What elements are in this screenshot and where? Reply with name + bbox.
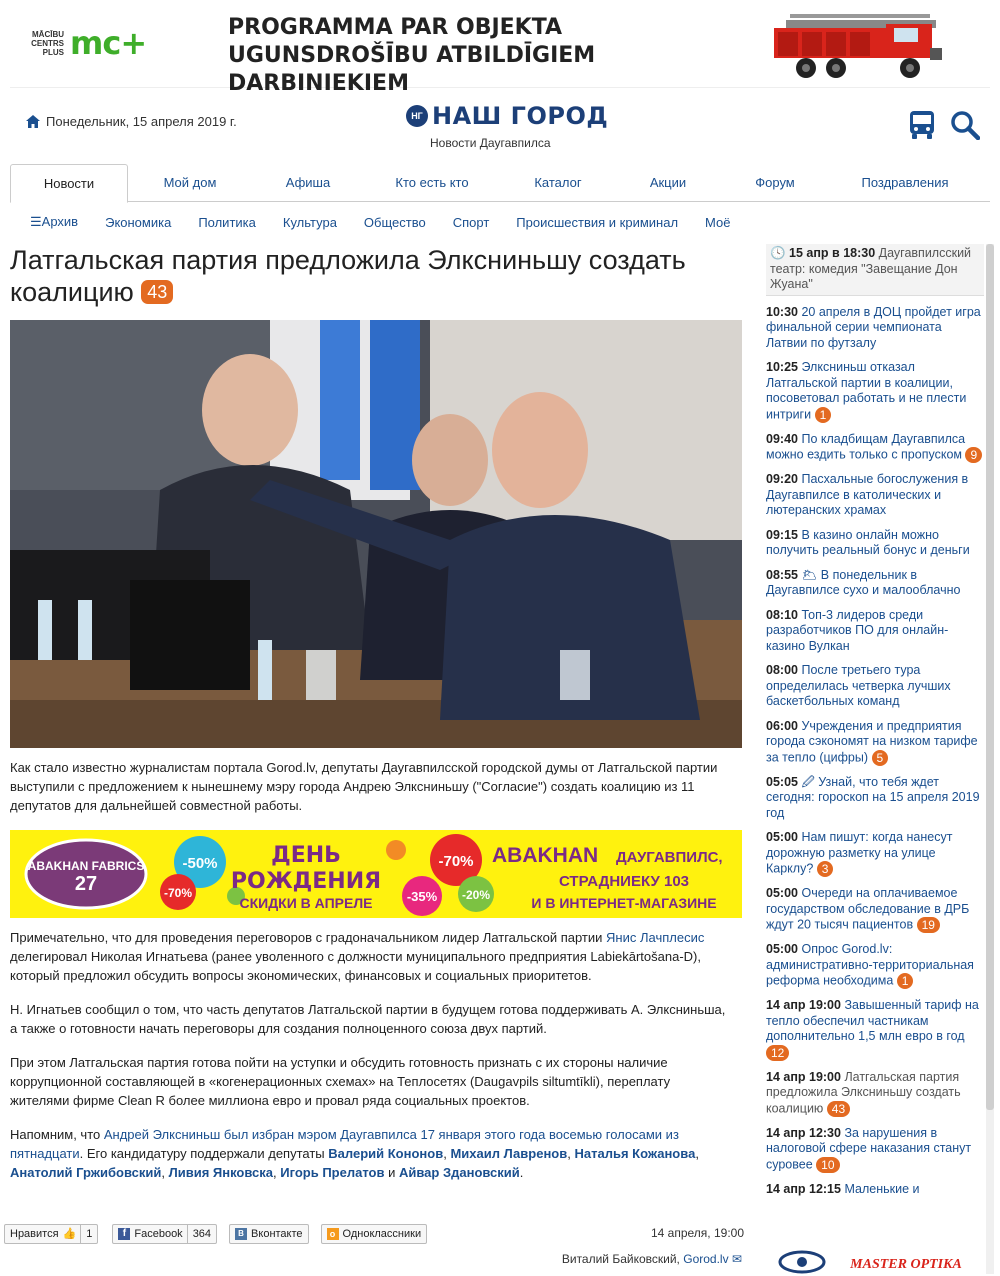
search-icon[interactable]	[950, 110, 980, 140]
news-text: Очереди на оплачиваемое государством обследование в ДРБ ждут 20 тысяч пациентов	[766, 886, 970, 932]
news-time: 05:00	[766, 942, 798, 956]
p1-text-b: делегировал Николая Игнатьева (ранее уволенного с должности муниципального предприятия Labiekārtošana-D), который предложил обсудить вопросы экономических, финансовых и социальных приоритетов.	[10, 949, 701, 983]
sidebar-event-item[interactable]	[766, 244, 984, 296]
master-optika-text: MASTER OPTIKA	[850, 1257, 962, 1272]
deputy-link[interactable]: Анатолий Гржибовский	[10, 1165, 162, 1180]
sidebar-news-item[interactable]	[766, 432, 984, 464]
comments-badge[interactable]: 10	[816, 1157, 839, 1173]
ok-share-button[interactable]	[321, 1224, 428, 1244]
news-text: За нарушения в налоговой сфере наказания станут суровее	[766, 1125, 972, 1171]
like-button[interactable]	[4, 1224, 98, 1244]
sidebar-news-item[interactable]	[766, 305, 984, 352]
fire-truck-icon	[766, 4, 946, 80]
news-time: 05:00	[766, 830, 798, 844]
news-text: Элксниньш отказал Латгальской партии в коалиции, посоветовал работать и не плести интриги	[766, 360, 967, 421]
comments-badge[interactable]: 1	[815, 407, 832, 423]
master-optika-ad[interactable]	[766, 1246, 984, 1276]
news-time: 08:00	[766, 663, 798, 677]
tab-greetings[interactable]: Поздравления	[861, 175, 949, 190]
abakhan-line3: СКИДКИ В АПРЕЛЕ	[239, 895, 373, 911]
paragraph-1	[10, 928, 730, 985]
news-time: 15 апр в 18:30	[789, 246, 876, 260]
news-text: 🌥 В понедельник в Даугавпилсе сухо и малооблачно	[766, 567, 961, 597]
site-logo[interactable]	[406, 102, 608, 130]
abakhan-discount-3: -70%	[438, 853, 474, 870]
master-optika-art	[766, 1246, 984, 1276]
mc-plus-logo	[30, 24, 146, 62]
article-title	[10, 244, 742, 308]
news-time: 14 апр 12:15	[766, 1181, 841, 1196]
abakhan-discount-5: -20%	[461, 888, 491, 902]
sidebar-news-item[interactable]	[766, 1126, 984, 1173]
news-text: Топ-3 лидеров среди разработчиков ПО для онлайн-казино Вулкан	[766, 607, 949, 653]
sidebar-news-item[interactable]	[766, 719, 984, 766]
article	[10, 244, 744, 1266]
sidebar-news-item[interactable]	[766, 568, 984, 599]
news-time: 14 апр 12:30	[766, 1125, 841, 1140]
subnav-sport[interactable]: Спорт	[452, 214, 490, 230]
subnav-my[interactable]: Моё	[705, 214, 731, 230]
like-count: 1	[80, 1225, 92, 1243]
news-time: 08:55	[766, 567, 798, 582]
article-title-text: Латгальская партия предложила Элксниньшу создать коалицию	[10, 245, 686, 307]
news-sidebar	[766, 244, 984, 1276]
deputy-link[interactable]: Валерий Кононов	[328, 1146, 444, 1161]
separator: ,	[443, 1146, 447, 1161]
news-time: 09:40	[766, 431, 798, 446]
ok-label: Одноклассники	[342, 1228, 422, 1240]
news-time: 09:15	[766, 527, 798, 542]
like-label: Нравится	[10, 1228, 59, 1240]
comments-badge[interactable]: 19	[917, 917, 940, 933]
sidebar-news-item[interactable]	[766, 998, 984, 1061]
sidebar-news-item[interactable]	[766, 830, 984, 877]
sidebar-scrollbar[interactable]	[986, 244, 994, 1274]
separator: ,	[273, 1165, 277, 1180]
news-text: После третьего тура определилась четверка лучших баскетбольных команд	[766, 663, 951, 708]
banner-title: PROGRAMMA PAR OBJEKTA UGUNSDROŠĪBU ATBILDĪGIEM DARBINIEKIEM	[228, 15, 596, 96]
news-text: Завышенный тариф на тепло обеспечил частникам дополнительно 1,5 млн евро в год	[766, 998, 979, 1043]
tab-afisha[interactable]: Афиша	[285, 175, 331, 190]
comments-badge[interactable]: 43	[827, 1101, 850, 1117]
subnav-economy[interactable]: Экономика	[105, 214, 172, 230]
abakhan-line2: РОЖДЕНИЯ	[230, 869, 382, 894]
clock-icon: 🕓	[770, 246, 790, 260]
facebook-label: Facebook	[134, 1228, 183, 1240]
home-icon[interactable]	[26, 115, 40, 128]
ok-icon: o	[327, 1228, 339, 1240]
news-text: В казино онлайн можно получить реальный бонус и деньги	[766, 527, 970, 557]
news-text: Опрос Gorod.lv: административно-территориальная реформа необходима	[766, 942, 974, 988]
share-row	[4, 1222, 744, 1246]
sidebar-news-item[interactable]	[766, 775, 984, 822]
news-time: 05:05	[766, 774, 798, 789]
news-time: 05:00	[766, 886, 798, 900]
tab-catalog[interactable]: Каталог	[534, 175, 582, 190]
link-elksninsh-elected[interactable]: Андрей Элксниньш был избран мэром Даугавпилса 17 января этого года восемью голосами из пятнадцати	[10, 1127, 679, 1161]
sidebar-news-item[interactable]	[766, 1070, 984, 1117]
logo-badge: НГ	[406, 105, 428, 127]
news-time: 14 апр 19:00	[766, 1069, 841, 1084]
news-text: Даугавпилсский театр: комедия "Завещание Дон Жуана"	[770, 246, 972, 291]
site-subtitle: Новости Даугавпилса	[430, 136, 551, 150]
thumbs-up-icon: 👍	[62, 1228, 77, 1240]
tab-my-home[interactable]: Мой дом	[163, 175, 217, 190]
facebook-share-button[interactable]	[112, 1224, 217, 1244]
separator: ,	[695, 1146, 699, 1161]
paragraph-4	[10, 1125, 730, 1182]
p4-text-a: Напомним, что	[10, 1127, 101, 1142]
news-time: 06:00	[766, 718, 798, 733]
news-time: 08:10	[766, 607, 798, 622]
comments-badge[interactable]: 5	[872, 750, 889, 766]
news-time: 14 апр 19:00	[766, 998, 841, 1012]
news-text: По кладбищам Даугавпилса можно ездить только с пропуском	[766, 431, 966, 462]
abakhan-ad-banner[interactable]	[10, 830, 742, 918]
tab-promotions[interactable]: Акции	[649, 175, 687, 190]
author-line	[562, 1252, 742, 1266]
deputy-link[interactable]: Игорь Прелатов	[280, 1165, 385, 1180]
subnav-incidents[interactable]: Происшествия и криминал	[516, 214, 679, 230]
bus-icon[interactable]	[908, 110, 936, 140]
deputy-link[interactable]: Михаил Лавренов	[450, 1146, 568, 1161]
abakhan-logo-top: ABAKHAN FABRICS	[27, 859, 145, 873]
vk-icon: B	[235, 1228, 247, 1240]
photo-illustration	[10, 320, 742, 748]
news-text: 🖉 Узнай, что тебя ждет сегодня: гороскоп на 15 апреля 2019 год	[766, 774, 980, 820]
current-date: Понедельник, 15 апреля 2019 г.	[46, 114, 237, 129]
abakhan-logo-num: 27	[74, 873, 98, 895]
news-time: 09:20	[766, 472, 798, 486]
abakhan-discount-4: -35%	[406, 889, 438, 904]
site-header	[10, 96, 990, 162]
news-text: Маленькие и	[844, 1181, 920, 1196]
top-ad-banner[interactable]	[10, 0, 990, 96]
vk-share-button[interactable]	[229, 1224, 308, 1244]
paragraph-3: При этом Латгальская партия готова пойти на уступки и обсудить готовность признать с их стороны наличие коррупционной составляющей в «когенерационных схемах» на Теплосетях (Daugavpils siltumtīkli), переплату жителями фирме Clean R более миллиона евро и провал ряда социальных проектов.	[10, 1055, 671, 1108]
sub-nav	[10, 208, 990, 236]
sidebar-news-item[interactable]	[766, 886, 984, 933]
deputy-link[interactable]: Наталья Кожанова	[574, 1146, 696, 1161]
mc-big-text: mc+	[70, 24, 147, 62]
article-photo	[10, 320, 742, 748]
abakhan-line1: ДЕНЬ	[271, 843, 341, 868]
sidebar-news-item[interactable]	[766, 472, 984, 519]
sidebar-news-item[interactable]	[766, 1182, 984, 1198]
abakhan-discount-1: -50%	[182, 855, 218, 872]
facebook-count: 364	[187, 1225, 211, 1243]
author-name: Виталий Байковский,	[561, 1252, 680, 1266]
subnav-archive[interactable]	[30, 214, 78, 230]
period: .	[519, 1165, 524, 1180]
sidebar-news-item[interactable]	[766, 360, 984, 423]
deputy-link[interactable]: Айвар Здановский	[398, 1165, 520, 1180]
comments-badge[interactable]: 3	[817, 861, 834, 877]
scrollbar-thumb[interactable]	[986, 244, 994, 1110]
list-icon: ☰	[30, 214, 42, 229]
news-time: 10:30	[766, 304, 798, 319]
news-text: Учреждения и предприятия города сэкономят на низком тарифе за тепло (цифры)	[766, 718, 978, 764]
subnav-society[interactable]: Общество	[363, 214, 426, 230]
main-nav	[10, 164, 990, 202]
tab-forum[interactable]: Форум	[755, 175, 795, 190]
link-lacplesis[interactable]: Янис Лачплесис	[606, 930, 705, 945]
conjunction: и	[388, 1165, 396, 1180]
envelope-icon[interactable]: ✉	[731, 1252, 742, 1266]
separator: ,	[567, 1146, 571, 1161]
subnav-culture[interactable]: Культура	[282, 214, 337, 230]
tab-news[interactable]: Новости	[10, 164, 128, 203]
deputy-link[interactable]: Ливия Янковска	[168, 1165, 274, 1180]
sidebar-news-item[interactable]	[766, 942, 984, 989]
vk-label: Вконтакте	[251, 1228, 303, 1240]
logo-text: НАШ ГОРОД	[432, 102, 609, 130]
sidebar-news-item[interactable]	[766, 608, 984, 655]
p1-text-a: Примечательно, что для проведения переговоров с градоначальником лидер Латгальской партии	[10, 930, 603, 945]
tab-who-is-who[interactable]: Кто есть кто	[395, 175, 469, 190]
publish-date: 14 апреля, 19:00	[651, 1226, 744, 1240]
comments-badge[interactable]: 1	[897, 973, 914, 989]
sidebar-news-item[interactable]	[766, 663, 984, 710]
news-text: Латгальская партия предложила Элксниньшу создать коалицию	[766, 1069, 961, 1115]
author-site-link[interactable]: Gorod.lv	[683, 1252, 729, 1266]
comments-badge[interactable]: 43	[141, 280, 173, 304]
abakhan-online: И В ИНТЕРНЕТ-МАГАЗИНЕ	[531, 895, 717, 911]
news-time: 10:25	[766, 360, 798, 374]
article-lead: Как стало известно журналистам портала Gorod.lv, депутаты Даугавпилсской городской думы от Латгальской партии выступили с предложением к нынешнему мэру города Андрею Элксниньшу ("Согласие") создать коалицию из 11 депутатов для дальнейшей совместной работы.	[10, 760, 718, 813]
separator: ,	[161, 1165, 165, 1180]
mc-small-text: MĀCĪBU CENTRS PLUS	[31, 29, 64, 57]
abakhan-ad-art	[10, 830, 742, 918]
paragraph-2: Н. Игнатьев сообщил о том, что часть депутатов Латгальской партии в будущем готова поддерживать А. Элксниньша, а также о готовности начать переговоры для создания полноценного союза двух партий.	[10, 1002, 726, 1036]
abakhan-brand: ABAKHAN	[492, 844, 599, 867]
subnav-archive-label: Архив	[41, 214, 79, 229]
abakhan-address: СТРАДНИЕКУ 103	[558, 873, 690, 890]
abakhan-discount-2: -70%	[163, 886, 193, 900]
facebook-icon: f	[118, 1228, 130, 1240]
news-text: 20 апреля в ДОЦ пройдет игра финальной серии чемпионата Латвии по футзалу	[766, 304, 981, 350]
abakhan-city: ДАУГАВПИЛС,	[616, 849, 723, 866]
news-text: Нам пишут: когда нанесут дорожную разметку на улице Карклу?	[766, 830, 953, 876]
subnav-politics[interactable]: Политика	[198, 214, 256, 230]
sidebar-news-item[interactable]	[766, 528, 984, 559]
p4-text-b: . Его кандидатуру поддержали депутаты	[79, 1146, 325, 1161]
date-line	[26, 114, 237, 129]
news-text: Пасхальные богослужения в Даугавпилсе в католических и лютеранских храмах	[766, 472, 969, 517]
article-body	[10, 928, 730, 1197]
comments-badge[interactable]: 9	[965, 447, 982, 463]
comments-badge[interactable]: 12	[766, 1045, 789, 1061]
